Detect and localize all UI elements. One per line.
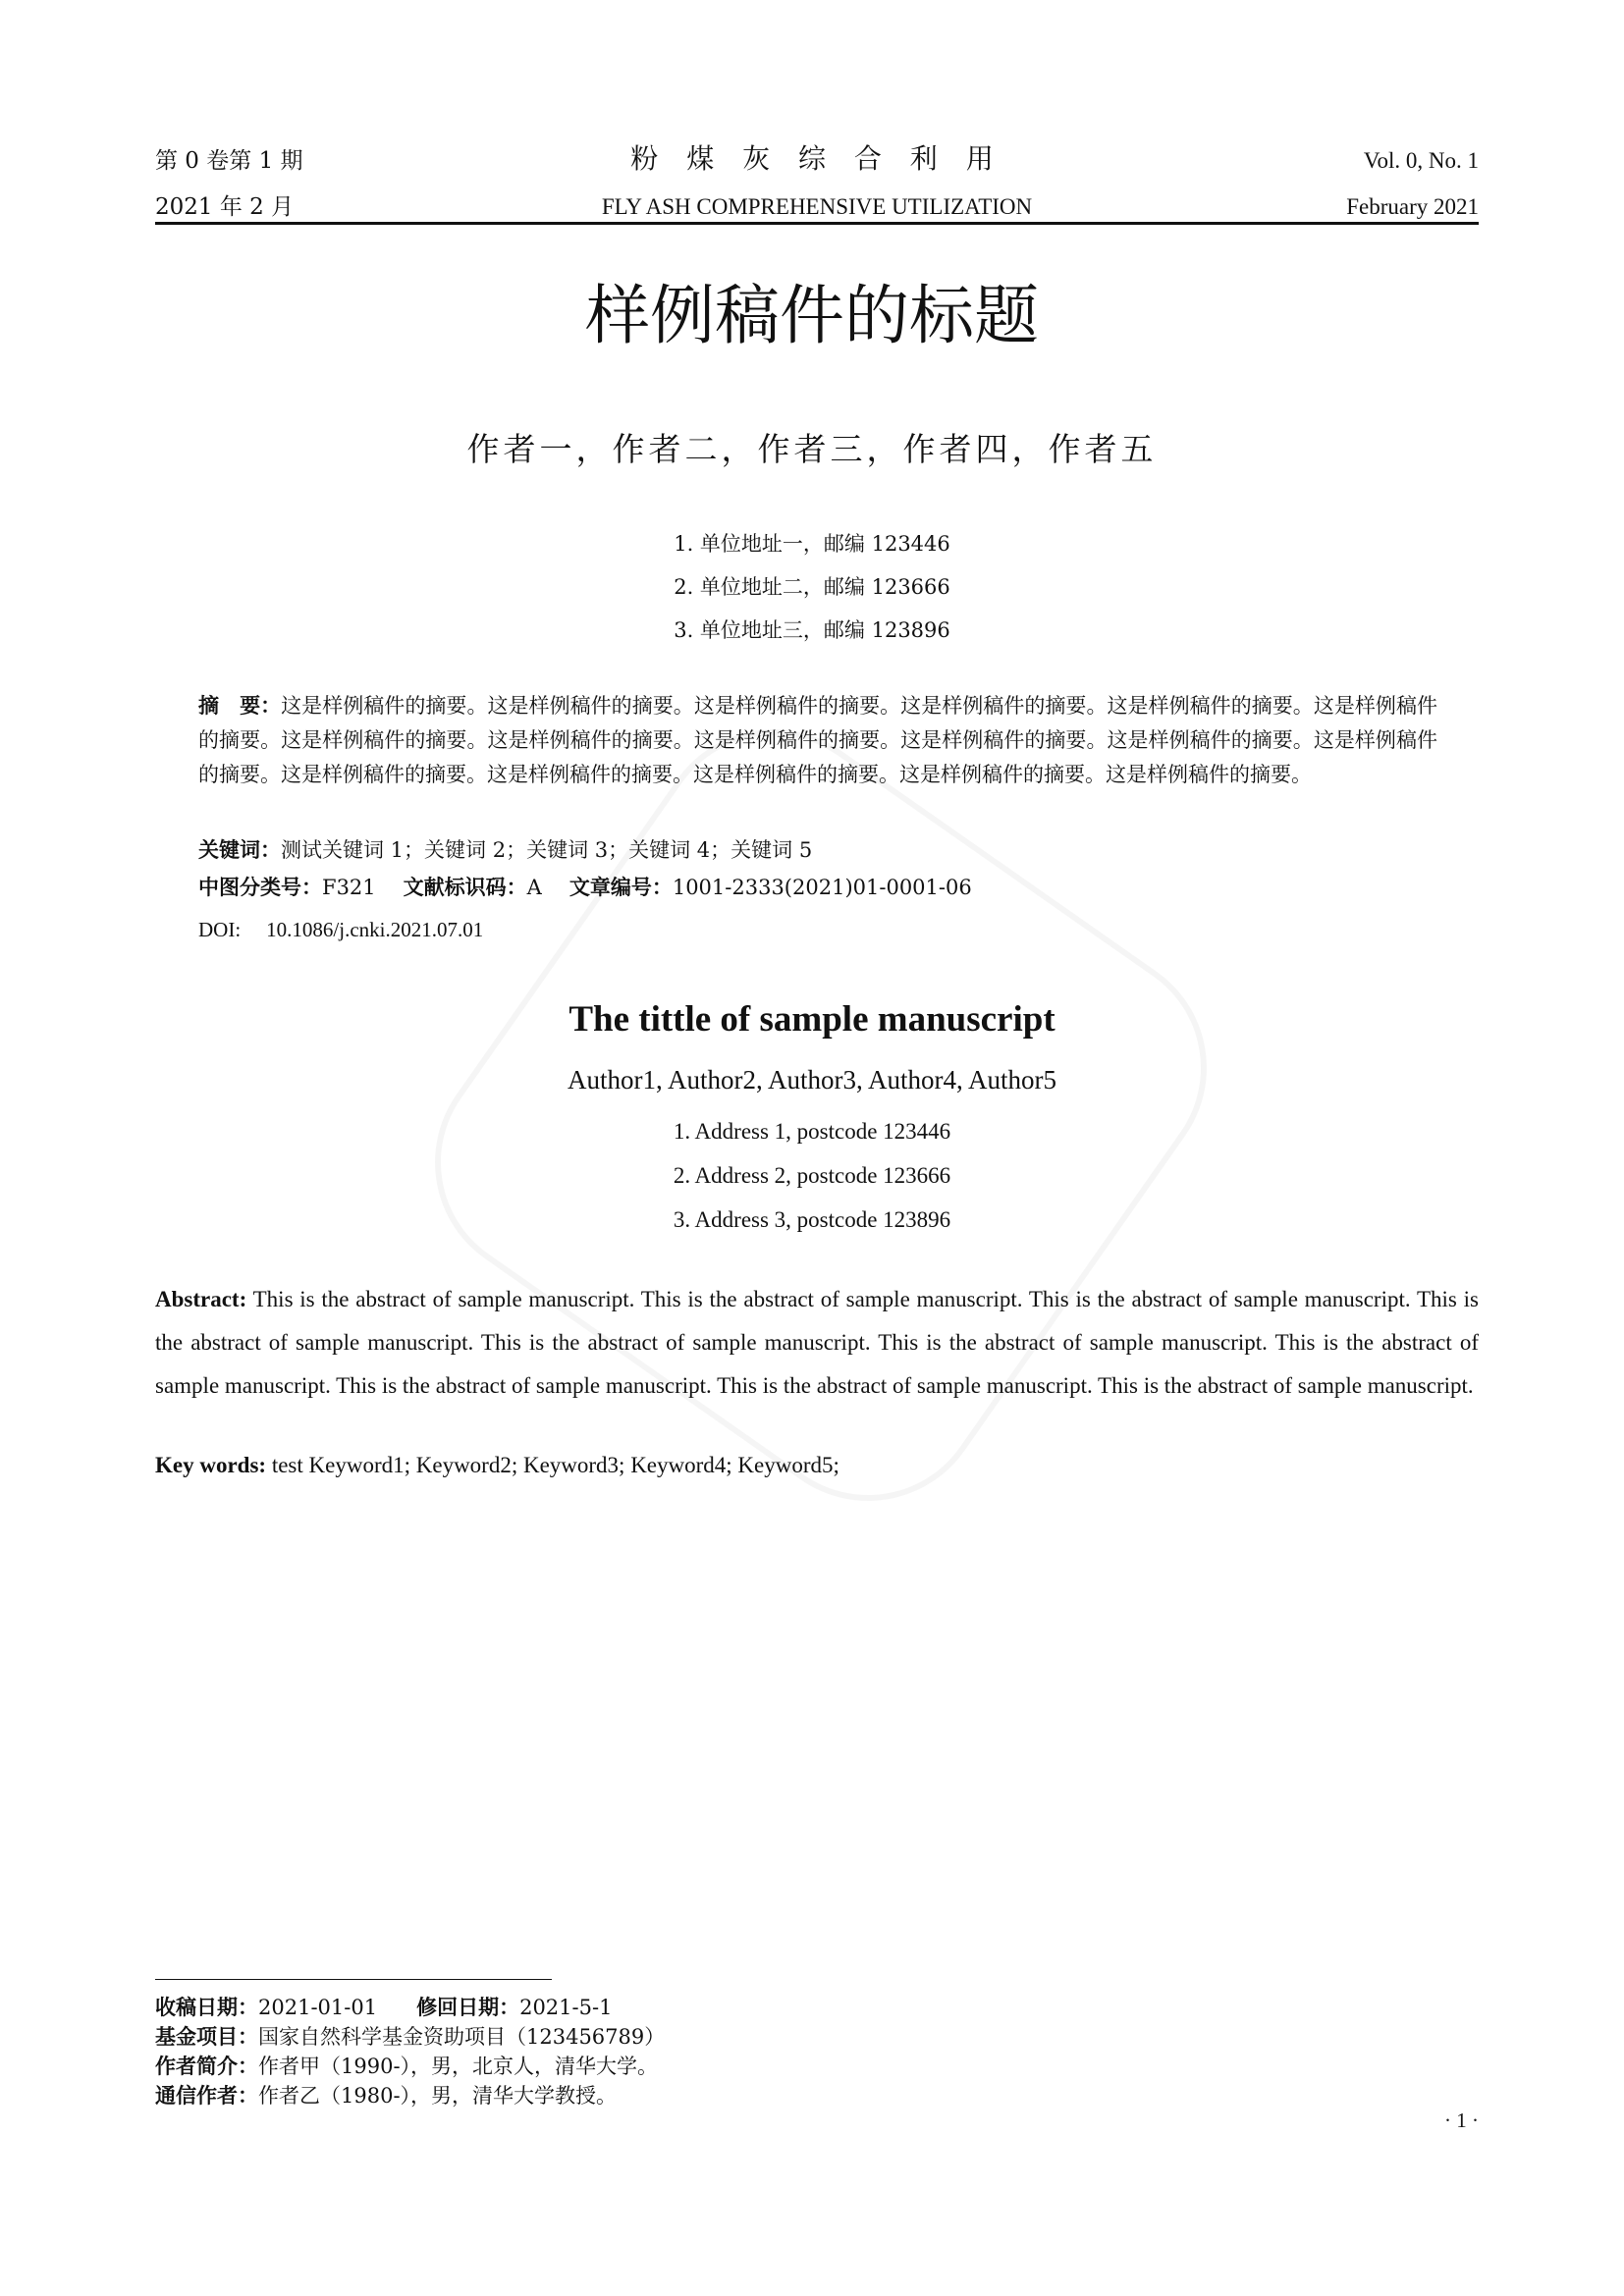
clc-value: F321 [322,876,376,899]
received-value: 2021-01-01 [258,1996,378,2019]
doi-value[interactable]: 10.1086/j.cnki.2021.07.01 [266,918,484,941]
keywords-cn-label: 关键词： [198,838,281,862]
keywords-en-text: test Keyword1; Keyword2; Keyword3; Keyword4; Keyword5; [271,1453,839,1477]
footnote-corresponding [155,2081,1479,2110]
classification-line [198,872,1437,901]
affiliation-en-item: 2. Address 2, postcode 123666 [673,1163,951,1188]
author-bio-value: 作者甲（1990-），男，北京人，清华大学。 [258,2055,659,2078]
affiliations-cn [0,522,1624,652]
fund-value: 国家自然科学基金资助项目（123456789） [258,2025,666,2049]
header-date-cn: 2021 年 2 月 [155,194,295,220]
abstract-cn [198,689,1437,792]
authors-en: Author1, Author2, Author3, Author4, Author5 [568,1065,1056,1095]
page-number: · 1 · [1444,2109,1479,2132]
footnote-author-bio [155,2052,1479,2081]
keywords-en-label: Key words: [155,1453,267,1477]
doc-code-label: 文献标识码： [403,876,527,899]
doi-label: DOI: [198,918,242,941]
abstract-cn-text: 这是样例稿件的摘要。这是样例稿件的摘要。这是样例稿件的摘要。这是样例稿件的摘要。这是样例稿件的摘要。这是样例稿件的摘要。这是样例稿件的摘要。这是样例稿件的摘要。这是样例稿件的摘要。这是样例稿件的摘要。这是样例稿件的摘要。这是样例稿件的摘要。这是样例稿件的摘要。这是样例稿件的摘要。这是样例稿件的摘要。这是样例稿件的摘要。这是样例稿件的摘要。 [198,694,1437,786]
footnotes [155,1993,1479,2110]
article-no-value: 1001-2333(2021)01-0001-06 [672,876,972,899]
abstract-en [155,1278,1479,1408]
revised-label: 修回日期： [416,1996,520,2019]
header-rule [155,222,1479,225]
clc-label: 中图分类号： [198,876,322,899]
title-cn: 样例稿件的标题 [585,278,1039,353]
fund-label: 基金项目： [155,2025,258,2049]
affiliation-en-item: 1. Address 1, postcode 123446 [673,1119,951,1144]
footnote-rule [155,1979,552,1980]
abstract-en-label: Abstract: [155,1287,247,1311]
header-journal-en: FLY ASH COMPREHENSIVE UTILIZATION [601,194,1033,219]
doc-code-value: A [526,876,542,899]
author-bio-label: 作者简介： [155,2055,258,2078]
header-journal-cn: 粉 煤 灰 综 合 利 用 [630,142,1003,175]
corresponding-value: 作者乙（1980-），男，清华大学教授。 [258,2084,618,2108]
affiliations-en [0,1109,1624,1242]
authors-cn: 作者一，作者二，作者三，作者四，作者五 [466,430,1158,468]
keywords-cn-text: 测试关键词 1；关键词 2；关键词 3；关键词 4；关键词 5 [281,838,813,862]
affiliation-cn-item: 3. 单位地址三，邮编 123896 [674,618,950,642]
footnote-fund [155,2022,1479,2052]
affiliation-cn-item: 2. 单位地址二，邮编 123666 [674,575,950,599]
received-label: 收稿日期： [155,1996,258,2019]
keywords-cn [198,834,1437,864]
corresponding-label: 通信作者： [155,2084,258,2108]
footnote-dates [155,1993,1479,2022]
running-header [155,137,1479,226]
keywords-en [155,1453,1479,1478]
header-volume-en: Vol. 0, No. 1 [1363,148,1479,173]
doi-line [198,918,1437,942]
affiliation-cn-item: 1. 单位地址一，邮编 123446 [674,532,950,556]
abstract-cn-label: 摘 要： [198,694,282,718]
title-en: The tittle of sample manuscript [568,999,1056,1040]
article-no-label: 文章编号： [568,876,673,899]
header-date-en: February 2021 [1346,194,1479,219]
affiliation-en-item: 3. Address 3, postcode 123896 [673,1207,951,1232]
revised-value: 2021-5-1 [519,1996,613,2019]
abstract-en-text: This is the abstract of sample manuscript. This is the abstract of sample manuscript. This is the abstract of sample manuscript. This is the abstract of sample manuscript. This is the abstract of sample manuscript. This is the abstract of sample manuscript. This is the abstract of sample manuscript. This is the abstract of sample manuscript. This is the abstract of sample manuscript. This is the abstract of sample manuscript. [155,1287,1479,1398]
header-volume-cn: 第 0 卷第 1 期 [155,148,303,174]
